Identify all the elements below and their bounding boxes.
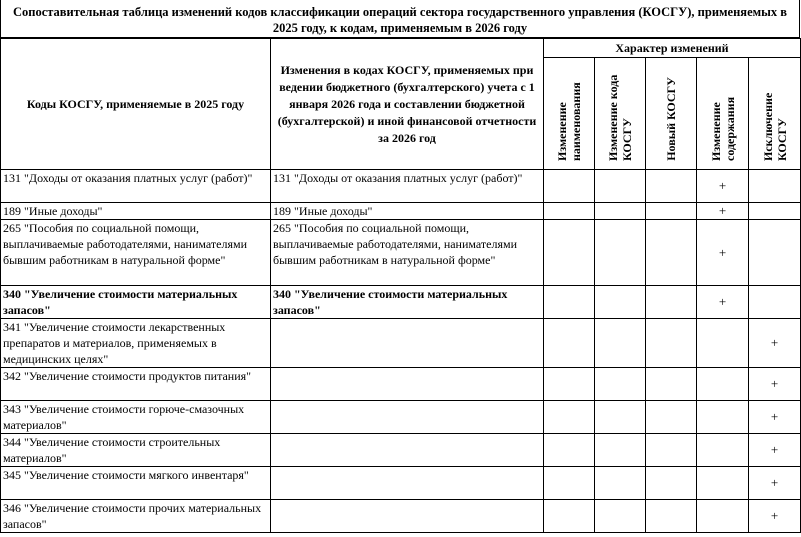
header-content-change[interactable] <box>697 58 749 170</box>
cell-new-code[interactable] <box>646 368 697 401</box>
cell-new-code[interactable] <box>646 319 697 368</box>
cell-code-change[interactable] <box>595 434 646 467</box>
header-name-change[interactable] <box>544 58 595 170</box>
cell-new-code[interactable] <box>646 203 697 220</box>
cell-content-change[interactable] <box>697 368 749 401</box>
header-content-change-label: Изменение содержания <box>708 96 737 161</box>
cell-code-change[interactable] <box>595 319 646 368</box>
header-new-code-label: Новый КОСГУ <box>664 77 678 161</box>
cell-excluded[interactable]: + <box>749 500 801 533</box>
cell-content-change[interactable] <box>697 467 749 500</box>
header-changes-2026[interactable]: Изменения в кодах КОСГУ, применяемых при ведении бюджетного (бухгалтерского) учета с 1 января 2026 года и составлении бюджетной (бухгалтерской) и иной финансовой отчетности за 2026 год <box>271 39 544 170</box>
cell-name-change[interactable] <box>544 220 595 286</box>
header-name-change-label: Изменение наименования <box>555 82 583 161</box>
cell-code-change[interactable] <box>595 401 646 434</box>
header-excluded-label: Исключение КОСГУ <box>760 92 789 161</box>
cell-code-change[interactable] <box>595 286 646 319</box>
cell-name-change[interactable] <box>544 319 595 368</box>
cell-2026[interactable] <box>271 434 544 467</box>
cell-code-change[interactable] <box>595 203 646 220</box>
cell-2025[interactable]: 341 "Увеличение стоимости лекарственных препаратов и материалов, применяемых в медицинских целях" <box>1 319 271 368</box>
cell-excluded[interactable]: + <box>749 401 801 434</box>
cell-content-change[interactable] <box>697 401 749 434</box>
cell-name-change[interactable] <box>544 500 595 533</box>
cell-2026[interactable]: 265 "Пособия по социальной помощи, выплачиваемые работодателями, нанимателями бывшим работникам в натуральной форме" <box>271 220 544 286</box>
cell-2025[interactable]: 344 "Увеличение стоимости строительных материалов" <box>1 434 271 467</box>
cell-name-change[interactable] <box>544 203 595 220</box>
cell-name-change[interactable] <box>544 401 595 434</box>
cell-content-change[interactable]: + <box>697 203 749 220</box>
cell-code-change[interactable] <box>595 368 646 401</box>
cell-2025[interactable]: 189 "Иные доходы" <box>1 203 271 220</box>
table-title[interactable]: Сопоставительная таблица изменений кодов классификации операций сектора государственного управления (КОСГУ), применяемых в 2025 году, к кодам, применяемым в 2026 году <box>0 0 800 38</box>
cell-new-code[interactable] <box>646 467 697 500</box>
cell-excluded[interactable]: + <box>749 319 801 368</box>
cell-2025[interactable]: 265 "Пособия по социальной помощи, выплачиваемые работодателями, нанимателями бывшим работникам в натуральной форме" <box>1 220 271 286</box>
cell-content-change[interactable] <box>697 434 749 467</box>
cell-2026[interactable]: 131 "Доходы от оказания платных услуг (работ)" <box>271 170 544 203</box>
cell-code-change[interactable] <box>595 220 646 286</box>
header-new-code[interactable] <box>646 58 697 170</box>
cell-2025[interactable]: 346 "Увеличение стоимости прочих материальных запасов" <box>1 500 271 533</box>
cell-content-change[interactable]: + <box>697 170 749 203</box>
cell-2025[interactable]: 343 "Увеличение стоимости горюче-смазочных материалов" <box>1 401 271 434</box>
cell-excluded[interactable]: + <box>749 368 801 401</box>
header-code-change[interactable] <box>595 58 646 170</box>
cell-2026[interactable]: 189 "Иные доходы" <box>271 203 544 220</box>
cell-name-change[interactable] <box>544 434 595 467</box>
cell-name-change[interactable] <box>544 467 595 500</box>
cell-excluded[interactable] <box>749 170 801 203</box>
cell-code-change[interactable] <box>595 467 646 500</box>
cell-name-change[interactable] <box>544 286 595 319</box>
header-codes-2025[interactable]: Коды КОСГУ, применяемые в 2025 году <box>1 39 271 170</box>
cell-excluded[interactable] <box>749 220 801 286</box>
cell-content-change[interactable] <box>697 319 749 368</box>
cell-2025[interactable]: 340 "Увеличение стоимости материальных запасов" <box>1 286 271 319</box>
cell-2026[interactable] <box>271 319 544 368</box>
cell-code-change[interactable] <box>595 170 646 203</box>
header-excluded[interactable] <box>749 58 801 170</box>
kosgu-table <box>0 38 801 533</box>
cell-2025[interactable]: 131 "Доходы от оказания платных услуг (работ)" <box>1 170 271 203</box>
cell-content-change[interactable]: + <box>697 286 749 319</box>
cell-2026[interactable]: 340 "Увеличение стоимости материальных запасов" <box>271 286 544 319</box>
cell-new-code[interactable] <box>646 401 697 434</box>
cell-content-change[interactable]: + <box>697 220 749 286</box>
header-changes-group[interactable]: Характер изменений <box>544 39 801 58</box>
cell-new-code[interactable] <box>646 170 697 203</box>
cell-excluded[interactable] <box>749 286 801 319</box>
cell-new-code[interactable] <box>646 286 697 319</box>
cell-2026[interactable] <box>271 467 544 500</box>
cell-2025[interactable]: 345 "Увеличение стоимости мягкого инвентаря" <box>1 467 271 500</box>
header-code-change-label: Изменение кода КОСГУ <box>606 74 634 161</box>
cell-excluded[interactable] <box>749 203 801 220</box>
cell-new-code[interactable] <box>646 500 697 533</box>
cell-name-change[interactable] <box>544 170 595 203</box>
cell-code-change[interactable] <box>595 500 646 533</box>
cell-content-change[interactable] <box>697 500 749 533</box>
cell-2025[interactable]: 342 "Увеличение стоимости продуктов питания" <box>1 368 271 401</box>
cell-2026[interactable] <box>271 401 544 434</box>
cell-excluded[interactable]: + <box>749 434 801 467</box>
cell-2026[interactable] <box>271 500 544 533</box>
cell-excluded[interactable]: + <box>749 467 801 500</box>
cell-2026[interactable] <box>271 368 544 401</box>
cell-new-code[interactable] <box>646 434 697 467</box>
cell-name-change[interactable] <box>544 368 595 401</box>
cell-new-code[interactable] <box>646 220 697 286</box>
